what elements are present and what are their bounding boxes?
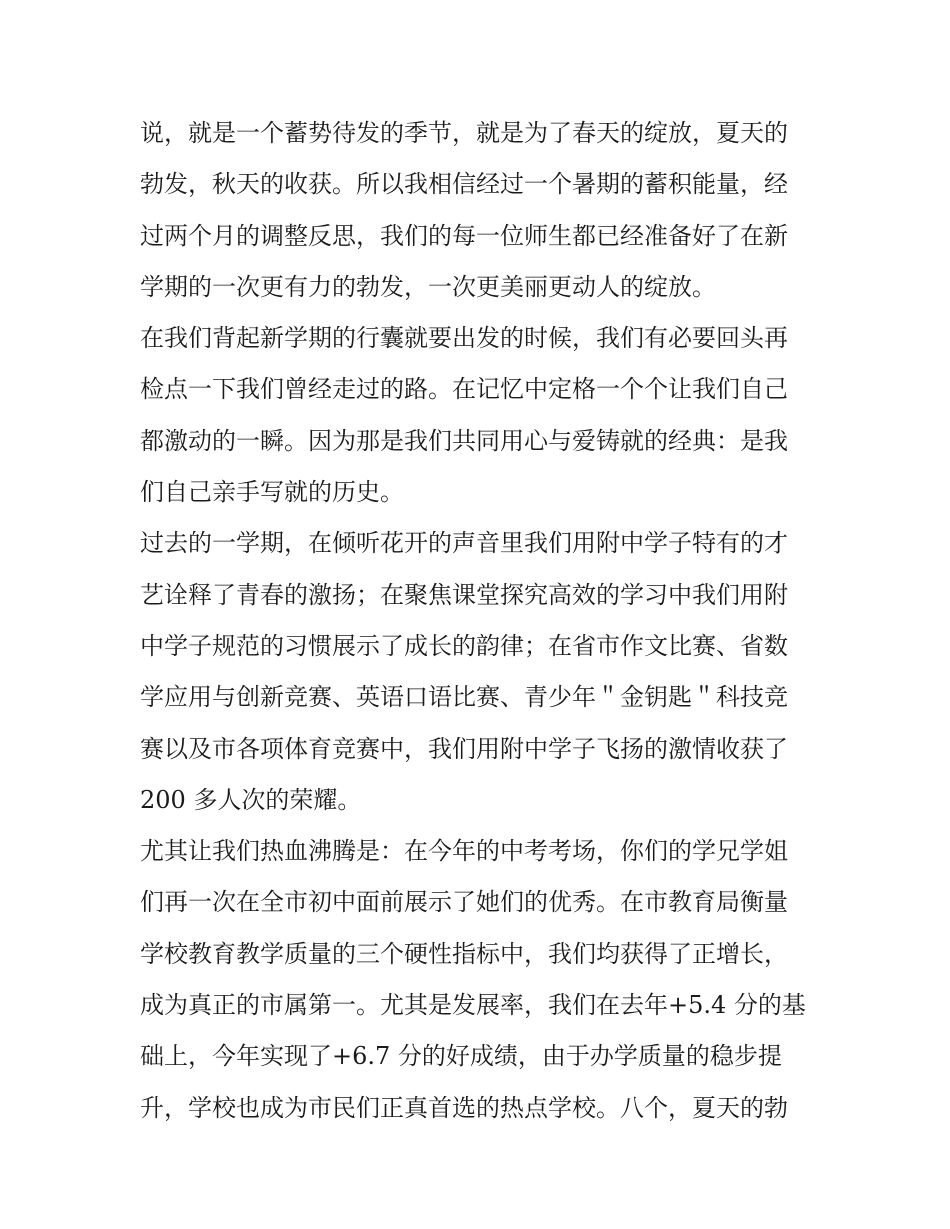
text-line: 成为真正的市属第一。尤其是发展率，我们在去年+5.4 分的基	[140, 991, 806, 1020]
text-line: 学期的一次更有力的勃发，一次更美丽更动人的绽放。	[140, 272, 716, 301]
text-line: 200 多人次的荣耀。	[140, 785, 362, 814]
text-line: 中学子规范的习惯展示了成长的韵律；在省市作文比赛、省数	[140, 631, 788, 660]
text-line: 学应用与创新竞赛、英语口语比赛、青少年＂金钥匙＂科技竞	[140, 683, 788, 712]
text-line: 赛以及市各项体育竞赛中，我们用附中学子飞扬的激情收获了	[140, 734, 788, 763]
text-line: 检点一下我们曾经走过的路。在记忆中定格一个个让我们自己	[140, 375, 788, 404]
text-line: 础上，今年实现了+6.7 分的好成绩，由于办学质量的稳步提	[140, 1042, 782, 1071]
text-line: 们再一次在全市初中面前展示了她们的优秀。在市教育局衡量	[140, 888, 788, 917]
body-text	[140, 108, 820, 1134]
text-line: 们自己亲手写就的历史。	[140, 478, 404, 507]
text-line: 过去的一学期，在倾听花开的声音里我们用附中学子特有的才	[140, 529, 788, 558]
text-line: 在我们背起新学期的行囊就要出发的时候，我们有必要回头再	[140, 324, 788, 353]
text-line: 说，就是一个蓄势待发的季节，就是为了春天的绽放，夏天的	[140, 119, 788, 147]
text-line: 升，学校也成为市民们正真首选的热点学校。八个，夏天的勃	[140, 1093, 788, 1122]
text-line: 过两个月的调整反思，我们的每一位师生都已经准备好了在新	[140, 221, 788, 250]
text-line: 艺诠释了青春的激扬；在聚焦课堂探究高效的学习中我们用附	[140, 580, 788, 609]
text-line: 尤其让我们热血沸腾是：在今年的中考考场，你们的学兄学姐	[140, 837, 788, 866]
text-line: 都激动的一瞬。因为那是我们共同用心与爱铸就的经典：是我	[140, 426, 788, 455]
text-line: 学校教育教学质量的三个硬性指标中，我们均获得了正增长，	[140, 939, 788, 968]
text-line: 勃发，秋天的收获。所以我相信经过一个暑期的蓄积能量，经	[140, 170, 788, 199]
